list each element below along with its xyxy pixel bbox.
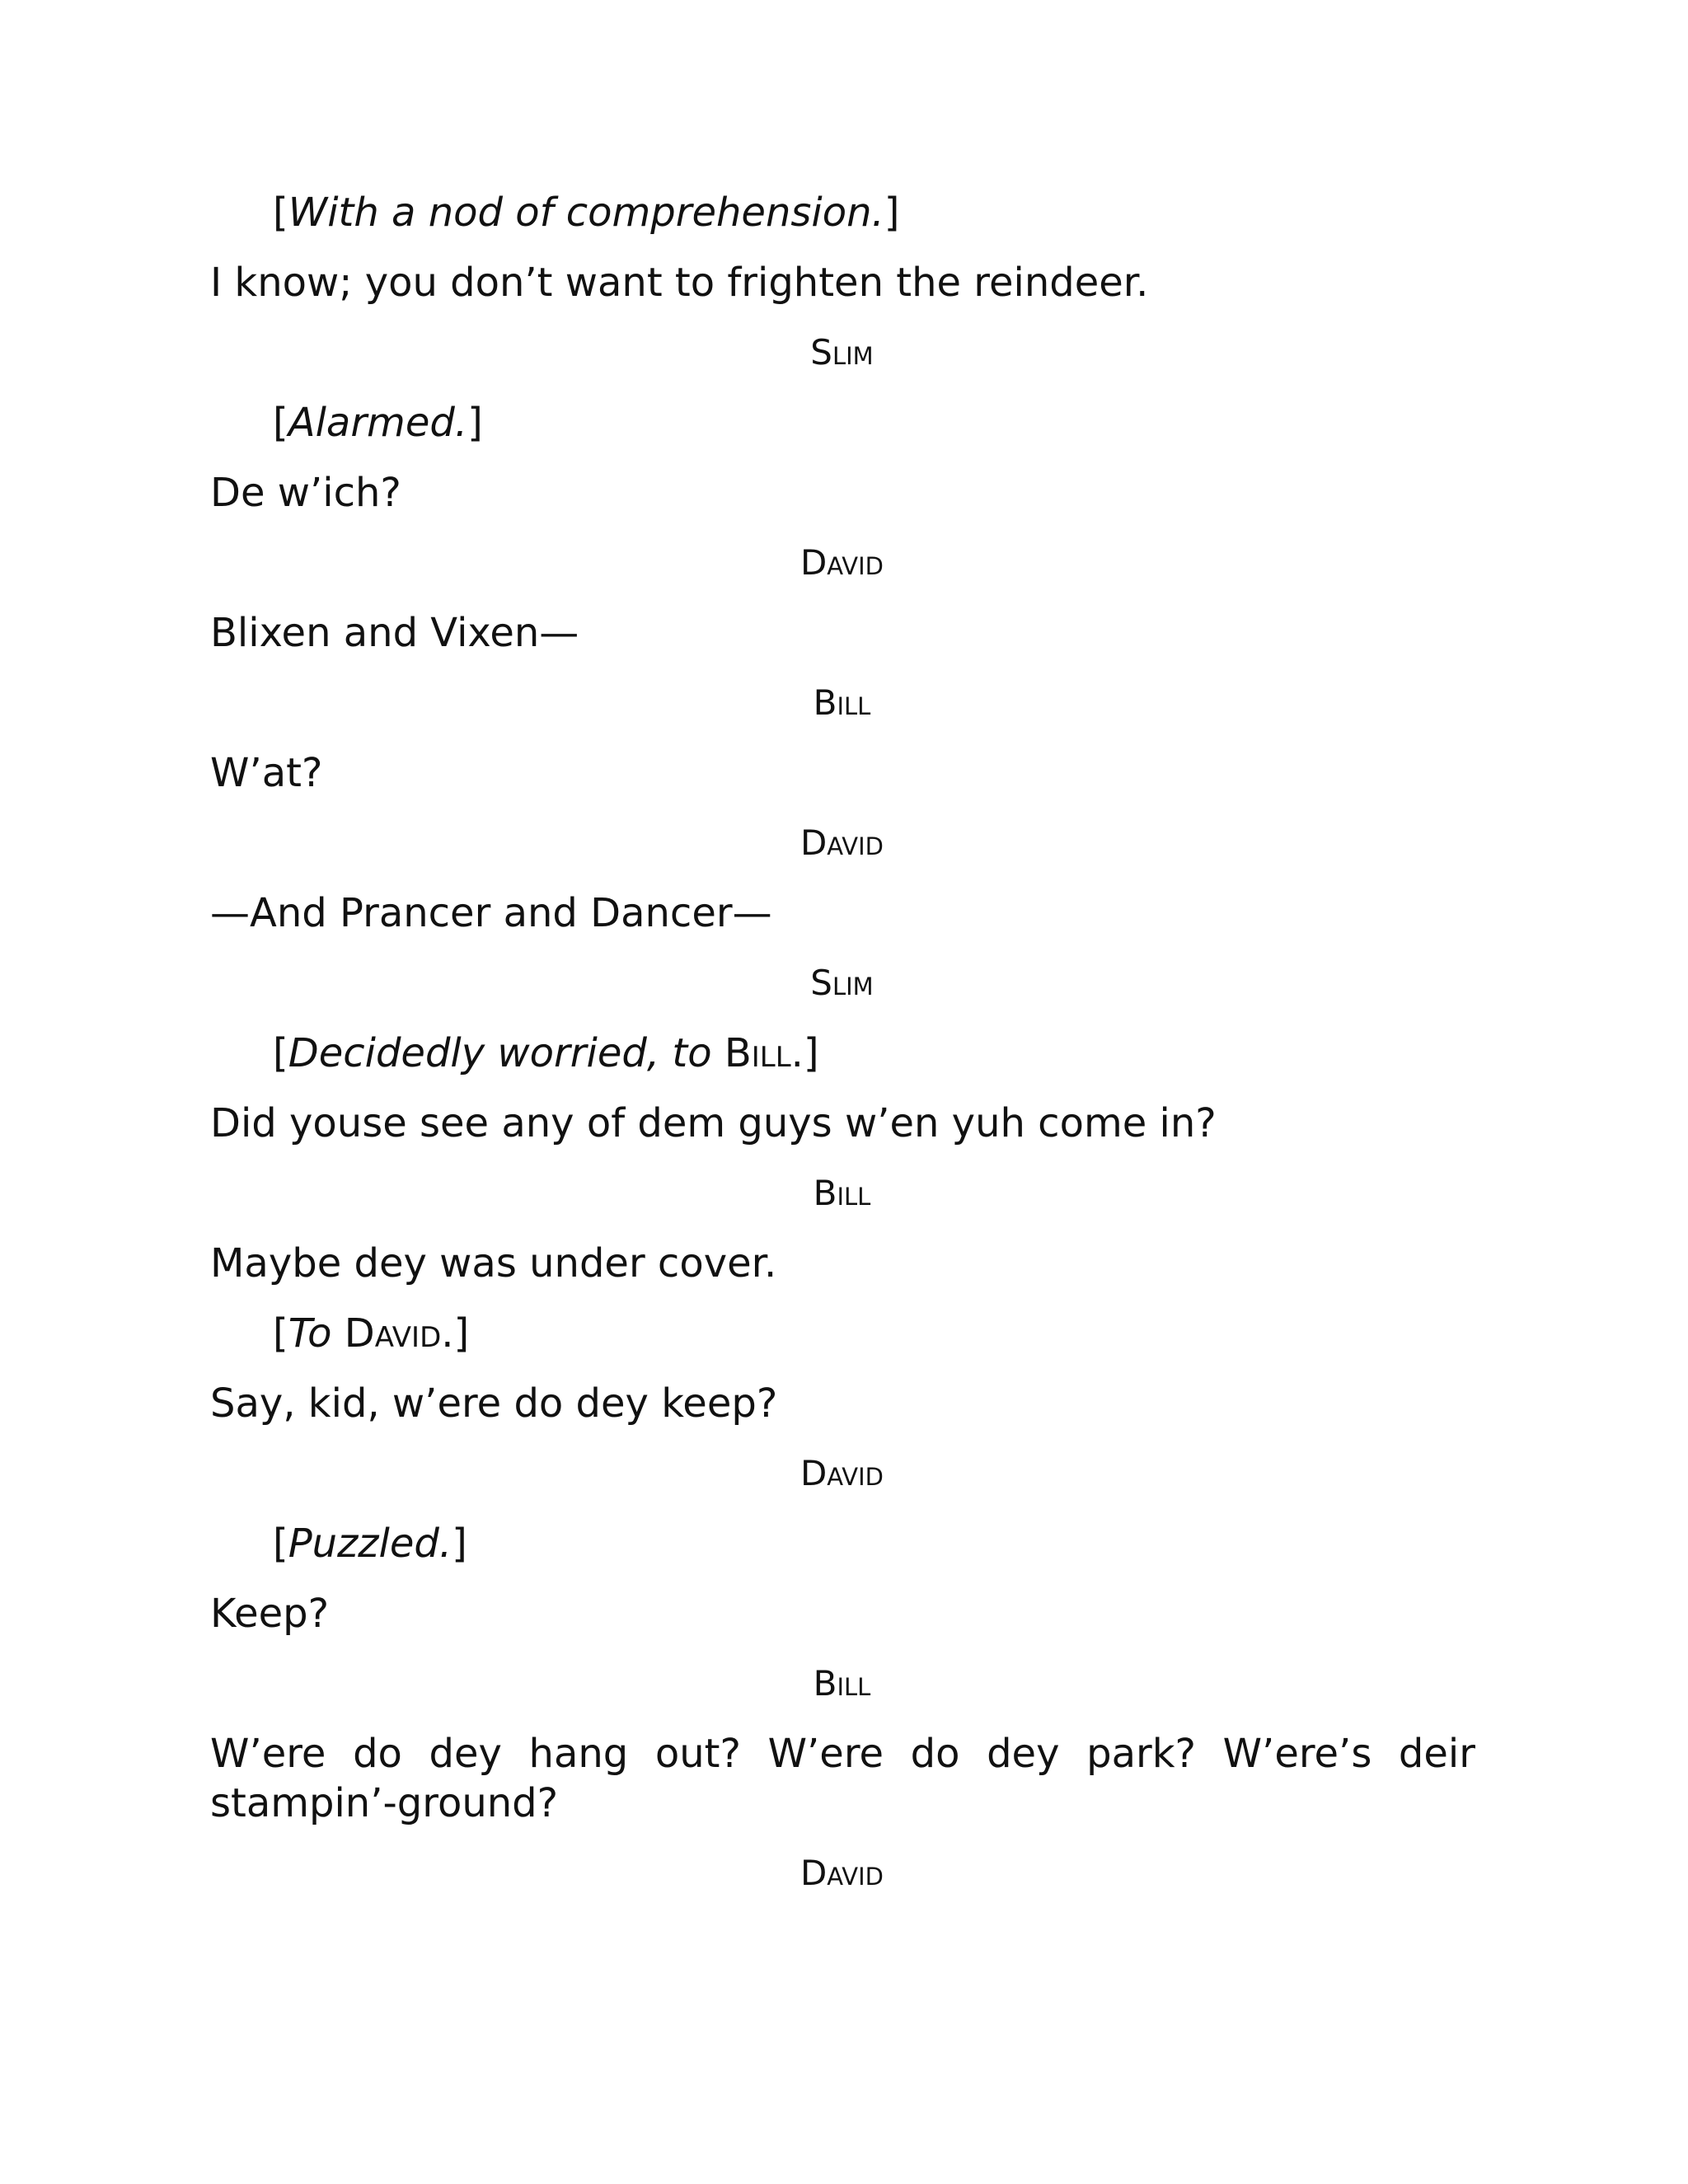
bracket-close: .]: [790, 1030, 819, 1076]
stage-direction-text: To: [288, 1310, 345, 1357]
dialogue-line: W’ere do dey hang out? W’ere do dey park? W’ere’s deir stampin’-ground?: [210, 1731, 1475, 1826]
stage-direction-text: Puzzled.: [288, 1521, 452, 1567]
stage-direction: [210, 1519, 1475, 1568]
speaker-name: Slim: [810, 963, 874, 1003]
bracket-open: [: [273, 400, 288, 446]
stage-direction: [210, 1309, 1475, 1358]
speaker-name: Bill: [813, 1173, 871, 1213]
dialogue-line: W’at?: [210, 750, 323, 796]
bracket-close: ]: [452, 1521, 467, 1567]
speaker-name: David: [799, 823, 884, 863]
dialogue-line: Say, kid, w’ere do dey keep?: [210, 1380, 778, 1427]
dialogue-line: Did youse see any of dem guys w’en yuh come in?: [210, 1100, 1217, 1146]
speaker-name: Slim: [810, 332, 874, 373]
stage-direction: [210, 188, 1475, 237]
speaker-name: David: [799, 1853, 884, 1893]
character-name: David: [344, 1310, 442, 1357]
speaker-name: David: [799, 542, 884, 583]
bracket-open: [: [273, 1310, 288, 1357]
dialogue-line: I know; you don’t want to frighten the reindeer.: [210, 260, 1149, 306]
bracket-open: [: [273, 1521, 288, 1567]
stage-direction-text: With a nod of comprehension.: [288, 190, 884, 236]
character-name: Bill: [724, 1030, 791, 1076]
bracket-close: ]: [467, 400, 483, 446]
dialogue-line: De w’ich?: [210, 470, 401, 516]
stage-direction: [210, 1029, 1475, 1078]
dialogue-line: Maybe dey was under cover.: [210, 1240, 777, 1286]
play-script-page: [210, 188, 1475, 1919]
stage-direction-text: Alarmed.: [288, 400, 468, 446]
speaker-name: David: [799, 1453, 884, 1493]
speaker-name: Bill: [813, 682, 871, 723]
dialogue-line: Keep?: [210, 1591, 330, 1637]
bracket-open: [: [273, 190, 288, 236]
speaker-name: Bill: [813, 1663, 871, 1704]
stage-direction-text: Decidedly worried, to: [288, 1030, 724, 1076]
stage-direction: [210, 398, 1475, 448]
dialogue-line: Blixen and Vixen—: [210, 610, 579, 656]
dialogue-line: —And Prancer and Dancer—: [210, 890, 772, 936]
bracket-open: [: [273, 1030, 288, 1076]
bracket-close: ]: [884, 190, 900, 236]
bracket-close: .]: [441, 1310, 470, 1357]
